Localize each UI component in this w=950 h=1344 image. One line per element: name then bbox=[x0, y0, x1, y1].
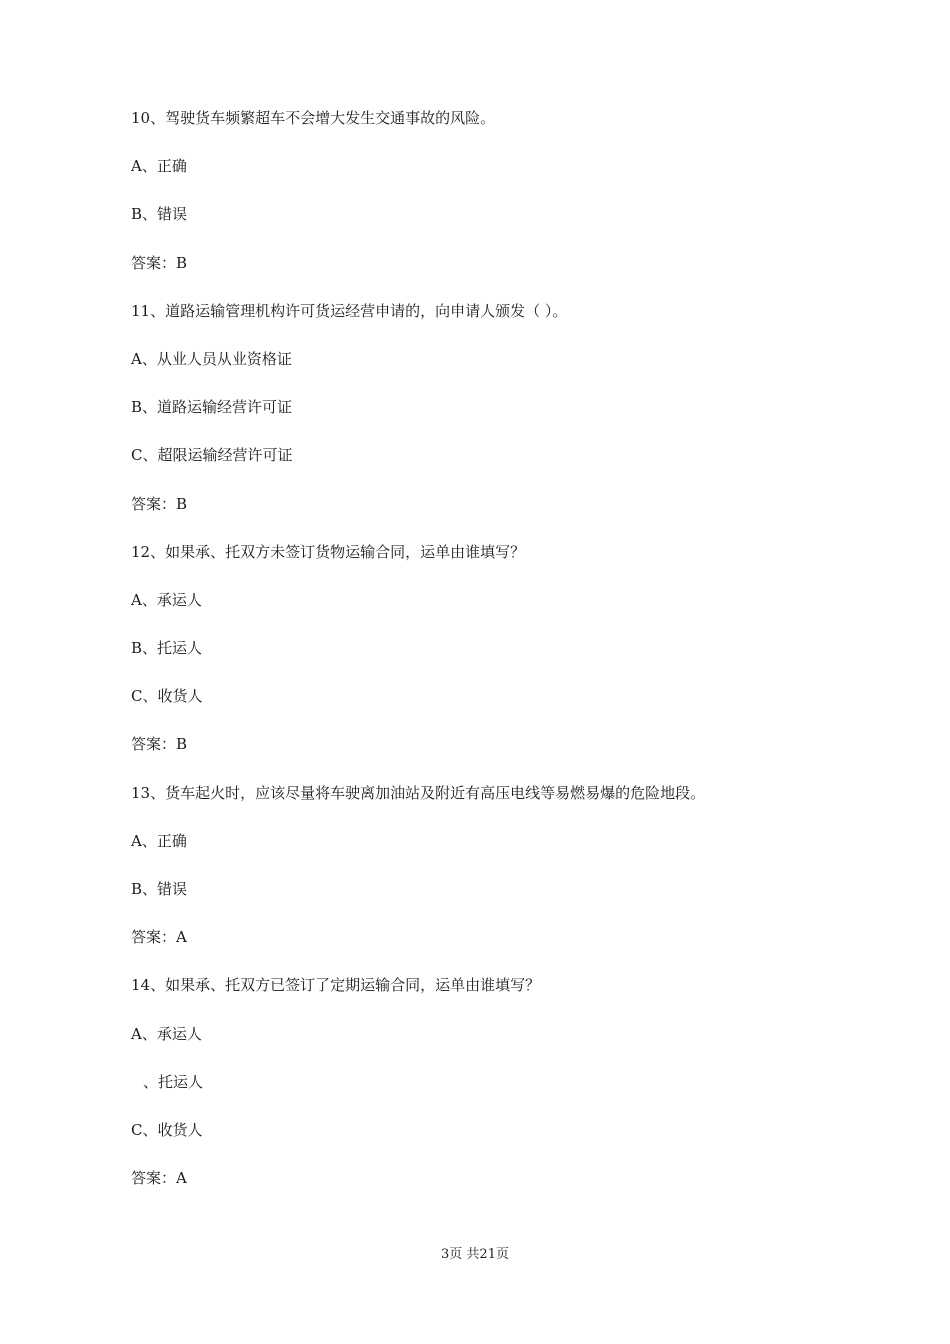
question-block-11 bbox=[131, 299, 831, 540]
question-text: 14、如果承、托双方已签订了定期运输合同，运单由谁填写？ bbox=[131, 976, 541, 995]
question-block-10 bbox=[131, 106, 831, 299]
option-a: A、正确 bbox=[131, 831, 187, 850]
page-footer: 3页 共21页 bbox=[441, 1247, 509, 1262]
answer-text: 答案：B bbox=[131, 253, 188, 272]
answer-text: 答案：A bbox=[131, 928, 187, 947]
option-c: C、收货人 bbox=[131, 687, 203, 706]
option-a: A、承运人 bbox=[131, 1024, 202, 1043]
question-block-12 bbox=[131, 540, 831, 781]
question-block-14 bbox=[131, 973, 831, 1214]
answer-text: 答案：B bbox=[131, 494, 188, 513]
question-text: 11、道路运输管理机构许可货运经营申请的，向申请人颁发（ ）。 bbox=[131, 301, 568, 320]
option-c: C、超限运输经营许可证 bbox=[131, 446, 293, 465]
option-b: B、错误 bbox=[131, 205, 188, 224]
answer-text: 答案：A bbox=[131, 1169, 187, 1188]
option-c: C、收货人 bbox=[131, 1120, 203, 1139]
option-a: A、正确 bbox=[131, 157, 187, 176]
option-b: B、道路运输经营许可证 bbox=[131, 398, 293, 417]
answer-text: 答案：B bbox=[131, 735, 188, 754]
question-list bbox=[131, 106, 831, 1214]
question-text: 13、货车起火时，应该尽量将车驶离加油站及附近有高压电线等易燃易爆的危险地段。 bbox=[131, 783, 706, 802]
option-a: A、从业人员从业资格证 bbox=[131, 349, 292, 368]
question-block-13 bbox=[131, 781, 831, 974]
option-b: B、错误 bbox=[131, 880, 188, 898]
option-b: 、托运人 bbox=[143, 1072, 204, 1091]
question-text: 12、如果承、托双方未签订货物运输合同，运单由谁填写？ bbox=[131, 542, 526, 561]
option-a: A、承运人 bbox=[131, 590, 202, 609]
option-b: B、托运人 bbox=[131, 639, 203, 658]
question-text: 10、驾驶货车频繁超车不会增大发生交通事故的风险。 bbox=[131, 109, 496, 127]
